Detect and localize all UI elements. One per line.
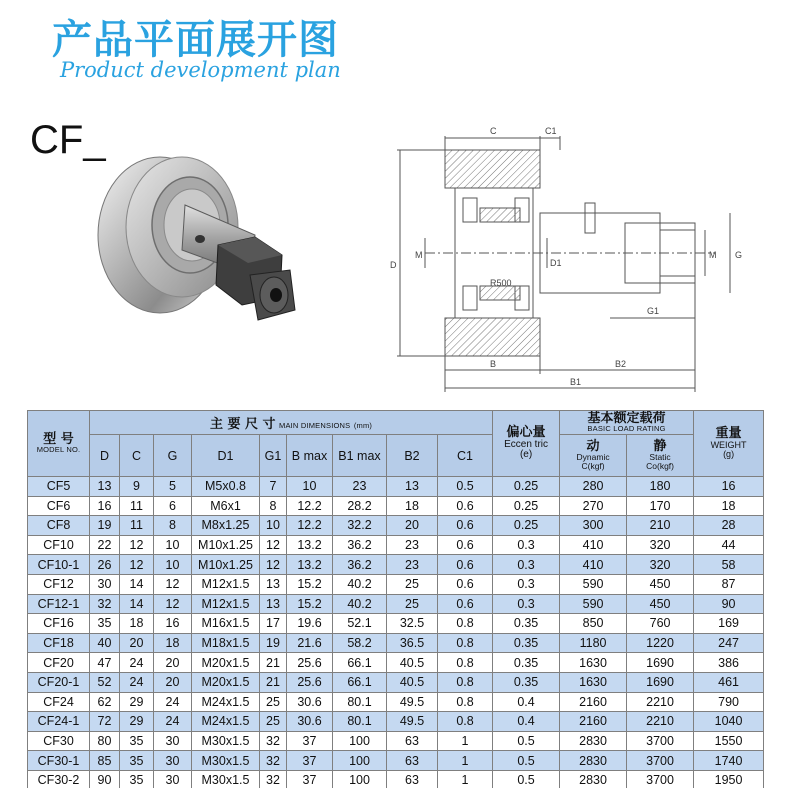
- cell-b1max: 23: [333, 477, 387, 497]
- cell-dynamic: 300: [560, 516, 627, 536]
- cell-bmax: 21.6: [287, 633, 333, 653]
- cell-bmax: 30.6: [287, 712, 333, 732]
- table-row: [28, 633, 764, 653]
- cell-model: CF24-1: [28, 712, 90, 732]
- cell-weight: 44: [694, 535, 764, 555]
- cell-d: 30: [90, 574, 120, 594]
- cell-b1max: 100: [333, 751, 387, 771]
- dim-label-r500: R500: [490, 278, 512, 288]
- cell-b1max: 40.2: [333, 574, 387, 594]
- header-main-unit: (mm): [353, 421, 373, 430]
- cell-c1: 0.8: [438, 653, 493, 673]
- cell-c: 12: [120, 535, 154, 555]
- cell-dynamic: 2160: [560, 712, 627, 732]
- header-sta-unit: Co(kgf): [646, 461, 674, 472]
- cell-b1max: 32.2: [333, 516, 387, 536]
- cell-c: 35: [120, 731, 154, 751]
- cell-c: 9: [120, 477, 154, 497]
- table-row: [28, 496, 764, 516]
- cell-g: 30: [154, 731, 192, 751]
- cell-c: 35: [120, 751, 154, 771]
- cell-d1: M20x1.5: [192, 653, 260, 673]
- header-main-en: MAIN DIMENSIONS: [279, 421, 351, 430]
- cell-c: 18: [120, 614, 154, 634]
- cell-bmax: 13.2: [287, 555, 333, 575]
- cell-weight: 247: [694, 633, 764, 653]
- cell-bmax: 37: [287, 731, 333, 751]
- product-photo: [90, 135, 300, 350]
- cell-model: CF30-2: [28, 770, 90, 788]
- header-ecc-en: Eccen tric: [504, 438, 549, 450]
- cell-eccentric: 0.35: [493, 653, 560, 673]
- page-subtitle: Product development plan: [60, 58, 341, 82]
- cell-g1: 32: [260, 731, 287, 751]
- header-main-dimensions: [90, 411, 493, 435]
- spec-table-body: [28, 477, 764, 788]
- table-row: [28, 535, 764, 555]
- cell-static: 2210: [627, 692, 694, 712]
- cell-c1: 0.6: [438, 496, 493, 516]
- cell-c: 11: [120, 496, 154, 516]
- cell-d: 52: [90, 672, 120, 692]
- cell-bmax: 12.2: [287, 496, 333, 516]
- cell-b2: 63: [387, 731, 438, 751]
- cell-model: CF16: [28, 614, 90, 634]
- cell-bmax: 19.6: [287, 614, 333, 634]
- table-row: [28, 731, 764, 751]
- cell-c: 14: [120, 594, 154, 614]
- cell-weight: 28: [694, 516, 764, 536]
- cell-c1: 1: [438, 751, 493, 771]
- dim-label-b2: B2: [615, 359, 627, 369]
- cell-d1: M12x1.5: [192, 594, 260, 614]
- col-header-g1: G1: [260, 435, 287, 477]
- cell-b1max: 80.1: [333, 692, 387, 712]
- header-dyn-cn: 动: [586, 438, 600, 454]
- cell-c: 29: [120, 692, 154, 712]
- header-model: [28, 411, 90, 477]
- cell-static: 3700: [627, 731, 694, 751]
- cell-eccentric: 0.3: [493, 535, 560, 555]
- cell-d1: M10x1.25: [192, 555, 260, 575]
- table-row: [28, 574, 764, 594]
- cell-d1: M6x1: [192, 496, 260, 516]
- cell-d1: M30x1.5: [192, 770, 260, 788]
- cell-eccentric: 0.35: [493, 672, 560, 692]
- cell-g: 12: [154, 594, 192, 614]
- cell-g1: 8: [260, 496, 287, 516]
- cell-static: 450: [627, 594, 694, 614]
- cell-static: 760: [627, 614, 694, 634]
- cell-eccentric: 0.25: [493, 516, 560, 536]
- cell-d: 16: [90, 496, 120, 516]
- table-row: [28, 516, 764, 536]
- cell-static: 1220: [627, 633, 694, 653]
- cell-c: 20: [120, 633, 154, 653]
- cell-c1: 0.8: [438, 672, 493, 692]
- cell-dynamic: 590: [560, 574, 627, 594]
- cell-c1: 0.8: [438, 614, 493, 634]
- cell-c1: 0.8: [438, 712, 493, 732]
- cell-g: 10: [154, 535, 192, 555]
- cell-dynamic: 1630: [560, 653, 627, 673]
- cell-dynamic: 1630: [560, 672, 627, 692]
- cell-c1: 0.8: [438, 633, 493, 653]
- dim-label-c: C: [490, 126, 497, 136]
- cell-d: 85: [90, 751, 120, 771]
- cell-bmax: 15.2: [287, 594, 333, 614]
- cell-static: 2210: [627, 712, 694, 732]
- cell-dynamic: 2830: [560, 751, 627, 771]
- cell-static: 180: [627, 477, 694, 497]
- header-weight-unit: (g): [723, 449, 735, 460]
- header-weight-en: WEIGHT: [710, 439, 747, 450]
- cell-static: 320: [627, 535, 694, 555]
- cell-model: CF30-1: [28, 751, 90, 771]
- cell-dynamic: 280: [560, 477, 627, 497]
- cell-dynamic: 590: [560, 594, 627, 614]
- cell-dynamic: 410: [560, 555, 627, 575]
- cell-static: 3700: [627, 770, 694, 788]
- cell-b2: 25: [387, 594, 438, 614]
- cell-d: 72: [90, 712, 120, 732]
- cell-eccentric: 0.3: [493, 594, 560, 614]
- table-row: [28, 692, 764, 712]
- cell-weight: 87: [694, 574, 764, 594]
- cell-d1: M12x1.5: [192, 574, 260, 594]
- header-load-cn: 基本额定载荷: [587, 410, 666, 426]
- cell-b2: 49.5: [387, 712, 438, 732]
- cell-g: 30: [154, 770, 192, 788]
- col-header-static: [627, 435, 694, 477]
- cell-g1: 7: [260, 477, 287, 497]
- cell-c1: 0.6: [438, 535, 493, 555]
- cell-dynamic: 270: [560, 496, 627, 516]
- cell-g: 8: [154, 516, 192, 536]
- cell-d: 40: [90, 633, 120, 653]
- cell-b2: 36.5: [387, 633, 438, 653]
- table-row: [28, 751, 764, 771]
- cell-g: 16: [154, 614, 192, 634]
- header-ecc-sym: (e): [519, 449, 533, 461]
- cell-d: 80: [90, 731, 120, 751]
- cell-weight: 18: [694, 496, 764, 516]
- cell-b1max: 100: [333, 770, 387, 788]
- cell-d1: M24x1.5: [192, 692, 260, 712]
- cell-c: 11: [120, 516, 154, 536]
- cell-weight: 1550: [694, 731, 764, 751]
- cell-weight: 90: [694, 594, 764, 614]
- cell-d1: M18x1.5: [192, 633, 260, 653]
- cell-d1: M24x1.5: [192, 712, 260, 732]
- cell-b2: 23: [387, 555, 438, 575]
- cell-d: 13: [90, 477, 120, 497]
- cell-weight: 386: [694, 653, 764, 673]
- dim-label-b1: B1: [570, 377, 582, 387]
- table-row: [28, 594, 764, 614]
- col-header-bmax: B max: [287, 435, 333, 477]
- header-load-en: BASIC LOAD RATING: [587, 424, 666, 434]
- cell-eccentric: 0.4: [493, 712, 560, 732]
- cell-b1max: 36.2: [333, 555, 387, 575]
- cell-static: 320: [627, 555, 694, 575]
- cell-g1: 32: [260, 751, 287, 771]
- technical-drawing: [385, 118, 775, 403]
- cell-weight: 1950: [694, 770, 764, 788]
- cell-c1: 1: [438, 770, 493, 788]
- cell-g1: 25: [260, 712, 287, 732]
- cell-c: 24: [120, 672, 154, 692]
- header-dyn-en: Dynamic: [576, 452, 610, 463]
- cell-g: 24: [154, 712, 192, 732]
- cell-bmax: 30.6: [287, 692, 333, 712]
- header-load-rating: [560, 411, 694, 435]
- cell-weight: 1740: [694, 751, 764, 771]
- cell-eccentric: 0.5: [493, 731, 560, 751]
- col-header-c: C: [120, 435, 154, 477]
- header-dyn-unit: C(kgf): [581, 461, 605, 472]
- col-header-d: D: [90, 435, 120, 477]
- cell-dynamic: 2160: [560, 692, 627, 712]
- dim-label-d: D: [390, 260, 397, 270]
- cell-d: 47: [90, 653, 120, 673]
- cell-static: 3700: [627, 751, 694, 771]
- cell-dynamic: 2830: [560, 731, 627, 751]
- cell-b2: 20: [387, 516, 438, 536]
- cell-g: 10: [154, 555, 192, 575]
- cell-b1max: 52.1: [333, 614, 387, 634]
- cell-static: 210: [627, 516, 694, 536]
- header-sta-cn: 静: [653, 438, 667, 454]
- cell-static: 1690: [627, 653, 694, 673]
- cell-eccentric: 0.35: [493, 633, 560, 653]
- cell-eccentric: 0.4: [493, 692, 560, 712]
- dim-label-b: B: [490, 359, 497, 369]
- cell-d1: M10x1.25: [192, 535, 260, 555]
- cell-model: CF12: [28, 574, 90, 594]
- header-ecc-cn: 偏心量: [506, 425, 546, 441]
- cell-c: 12: [120, 555, 154, 575]
- header-model-cn: 型 号: [43, 431, 74, 447]
- cell-bmax: 25.6: [287, 653, 333, 673]
- header-eccentric: [493, 411, 560, 477]
- table-row: [28, 770, 764, 788]
- cell-model: CF30: [28, 731, 90, 751]
- cell-bmax: 25.6: [287, 672, 333, 692]
- cell-weight: 16: [694, 477, 764, 497]
- cell-c: 24: [120, 653, 154, 673]
- cell-g1: 32: [260, 770, 287, 788]
- cell-b1max: 66.1: [333, 672, 387, 692]
- cell-model: CF8: [28, 516, 90, 536]
- cell-g1: 17: [260, 614, 287, 634]
- header-sta-en: Static: [649, 452, 671, 463]
- col-header-c1: C1: [438, 435, 493, 477]
- cell-eccentric: 0.5: [493, 770, 560, 788]
- cell-model: CF5: [28, 477, 90, 497]
- cell-c1: 0.6: [438, 594, 493, 614]
- cell-dynamic: 1180: [560, 633, 627, 653]
- cell-g: 5: [154, 477, 192, 497]
- cell-b1max: 40.2: [333, 594, 387, 614]
- cell-b2: 40.5: [387, 672, 438, 692]
- cell-c1: 0.6: [438, 516, 493, 536]
- cell-model: CF10-1: [28, 555, 90, 575]
- cell-g1: 25: [260, 692, 287, 712]
- cell-b1max: 58.2: [333, 633, 387, 653]
- cell-c1: 0.8: [438, 692, 493, 712]
- cell-c: 35: [120, 770, 154, 788]
- cell-d1: M30x1.5: [192, 751, 260, 771]
- cell-g: 20: [154, 653, 192, 673]
- header-weight-cn: 重量: [715, 426, 742, 442]
- cell-b2: 18: [387, 496, 438, 516]
- cell-g1: 21: [260, 653, 287, 673]
- cell-eccentric: 0.25: [493, 496, 560, 516]
- dim-label-m: M: [415, 250, 423, 260]
- dim-label-g: G: [735, 250, 743, 260]
- cell-weight: 169: [694, 614, 764, 634]
- cell-g1: 12: [260, 555, 287, 575]
- cell-c: 29: [120, 712, 154, 732]
- cell-eccentric: 0.3: [493, 555, 560, 575]
- cell-g1: 21: [260, 672, 287, 692]
- table-row: [28, 614, 764, 634]
- cell-static: 1690: [627, 672, 694, 692]
- cell-bmax: 13.2: [287, 535, 333, 555]
- dim-label-c1: C1: [545, 126, 557, 136]
- col-header-dynamic: [560, 435, 627, 477]
- cell-b2: 25: [387, 574, 438, 594]
- cell-c1: 0.6: [438, 555, 493, 575]
- cell-g: 20: [154, 672, 192, 692]
- cell-static: 170: [627, 496, 694, 516]
- cell-b2: 49.5: [387, 692, 438, 712]
- cell-weight: 461: [694, 672, 764, 692]
- dim-label-d1: D1: [550, 258, 562, 268]
- cell-d: 90: [90, 770, 120, 788]
- cell-bmax: 12.2: [287, 516, 333, 536]
- table-row: [28, 712, 764, 732]
- cell-g1: 13: [260, 574, 287, 594]
- cell-d: 26: [90, 555, 120, 575]
- cell-model: CF20: [28, 653, 90, 673]
- cell-b2: 13: [387, 477, 438, 497]
- cell-model: CF24: [28, 692, 90, 712]
- cell-g1: 12: [260, 535, 287, 555]
- cell-dynamic: 410: [560, 535, 627, 555]
- cell-eccentric: 0.35: [493, 614, 560, 634]
- cell-g1: 19: [260, 633, 287, 653]
- col-header-b1max: B1 max: [333, 435, 387, 477]
- cell-b1max: 66.1: [333, 653, 387, 673]
- table-row: [28, 477, 764, 497]
- cell-model: CF12-1: [28, 594, 90, 614]
- model-prefix: CF_: [30, 118, 106, 162]
- cell-g: 18: [154, 633, 192, 653]
- cell-d1: M20x1.5: [192, 672, 260, 692]
- cell-bmax: 10: [287, 477, 333, 497]
- cell-bmax: 37: [287, 770, 333, 788]
- header-model-en: MODEL NO.: [36, 445, 81, 455]
- table-row: [28, 653, 764, 673]
- cell-c1: 0.6: [438, 574, 493, 594]
- cell-model: CF6: [28, 496, 90, 516]
- cell-b1max: 36.2: [333, 535, 387, 555]
- cell-b1max: 100: [333, 731, 387, 751]
- cell-b2: 23: [387, 535, 438, 555]
- cell-g: 12: [154, 574, 192, 594]
- cell-b2: 40.5: [387, 653, 438, 673]
- page-title: 产品平面展开图: [52, 17, 339, 63]
- cell-c1: 1: [438, 731, 493, 751]
- cell-eccentric: 0.3: [493, 574, 560, 594]
- cell-g1: 13: [260, 594, 287, 614]
- header-weight: [694, 411, 764, 477]
- cell-g: 24: [154, 692, 192, 712]
- cell-g: 6: [154, 496, 192, 516]
- cell-b1max: 80.1: [333, 712, 387, 732]
- cell-b2: 63: [387, 770, 438, 788]
- cell-d: 35: [90, 614, 120, 634]
- cell-dynamic: 2830: [560, 770, 627, 788]
- header-main-cn: 主 要 尺 寸: [209, 417, 276, 432]
- cell-static: 450: [627, 574, 694, 594]
- cell-d: 32: [90, 594, 120, 614]
- dim-label-g1: G1: [647, 306, 660, 316]
- col-header-b2: B2: [387, 435, 438, 477]
- cell-eccentric: 0.25: [493, 477, 560, 497]
- cell-d1: M8x1.25: [192, 516, 260, 536]
- cell-eccentric: 0.5: [493, 751, 560, 771]
- cell-b2: 32.5: [387, 614, 438, 634]
- cell-d: 19: [90, 516, 120, 536]
- cell-weight: 1040: [694, 712, 764, 732]
- cell-model: CF10: [28, 535, 90, 555]
- cell-g: 30: [154, 751, 192, 771]
- cell-d1: M5x0.8: [192, 477, 260, 497]
- spec-table: [27, 410, 764, 788]
- col-header-d1: D1: [192, 435, 260, 477]
- table-row: [28, 555, 764, 575]
- col-header-g: G: [154, 435, 192, 477]
- cell-bmax: 37: [287, 751, 333, 771]
- cell-weight: 790: [694, 692, 764, 712]
- cell-weight: 58: [694, 555, 764, 575]
- cell-dynamic: 850: [560, 614, 627, 634]
- cell-c1: 0.5: [438, 477, 493, 497]
- cell-c: 14: [120, 574, 154, 594]
- cell-model: CF18: [28, 633, 90, 653]
- cell-b2: 63: [387, 751, 438, 771]
- cell-d1: M30x1.5: [192, 731, 260, 751]
- cell-b1max: 28.2: [333, 496, 387, 516]
- cell-d1: M16x1.5: [192, 614, 260, 634]
- cell-bmax: 15.2: [287, 574, 333, 594]
- table-row: [28, 672, 764, 692]
- dim-label-m-right: M: [709, 250, 717, 260]
- cell-model: CF20-1: [28, 672, 90, 692]
- cell-d: 22: [90, 535, 120, 555]
- cell-g1: 10: [260, 516, 287, 536]
- cell-d: 62: [90, 692, 120, 712]
